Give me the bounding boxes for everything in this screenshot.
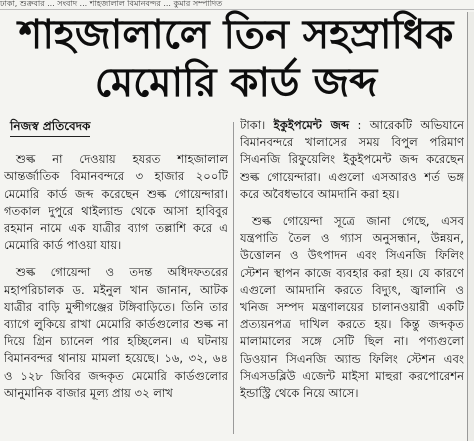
paragraph-text: : আরেকটি অভিযানে বিমানবন্দরে খালাসের সময় বিপুল পরিমাণ সিএনজি রিফুয়েলিং ইকুইপমেন্ট জব্দ করেছেন শুল্ক গোয়েন্দারা। এগুলো এসআরও শর্ত ভঙ্গ করে অবৈধভাবে আমদানি করা হয়। <box>240 118 464 201</box>
paragraph <box>240 117 464 203</box>
adjacent-column-edge <box>467 12 474 441</box>
continued-text: টাকা। <box>240 118 266 132</box>
left-column <box>4 118 228 436</box>
paragraph: শুল্ক গোয়েন্দা ও তদন্ত অধিদফতরের মহাপরিচালক ড. মইনুল খান জানান, আটক যাত্রীর বাড়ি মুন্সীগঞ্জের টঙ্গিবাড়িতে। তিনি তার ব্যাগে লুকিয়ে রাখা মেমোরি কার্ডগুলোর শুল্ক না দিয়ে গ্রিন চ্যানেল পার হচ্ছিলেন। এ ঘটনায় বিমানবন্দর থানায় মামলা হয়েছে। ১৬, ৩২, ৬৪ ও ১২৮ জিবির জব্দকৃত মেমোরি কার্ডগুলোর আনুমানিক বাজার মূল্য প্রায় ৩২ লাখ <box>4 265 228 400</box>
subheading: ইকুইপমেন্ট জব্দ <box>273 118 350 132</box>
headline <box>8 12 464 106</box>
byline: নিজস্ব প্রতিবেদক <box>10 118 90 137</box>
previous-article-strip: ঢাকা, শুক্রবার ... সংবাদ ... শাহজালাল বিমানবন্দর ... কুমার সম্পাদিত <box>0 0 474 10</box>
headline-line-1: শাহজালালে তিন সহস্রাধিক <box>18 12 454 58</box>
column-divider <box>233 122 234 434</box>
headline-line-2: মেমোরি কার্ড জব্দ <box>94 60 378 106</box>
paragraph: শুল্ক না দেওয়ায় হযরত শাহজালাল আন্তর্জাতিক বিমানবন্দরে ৩ হাজার ২০০টি মেমোরি কার্ড জব্দ করেছেন শুল্ক গোয়েন্দারা। গতকাল দুপুরে থাইল্যান্ড থেকে আসা হাবিবুর রহমান নামে এক যাত্রীর ব্যাগ তল্লাশি করে এ মেমোরি কার্ড পাওয়া যায়। <box>4 152 228 253</box>
right-column <box>240 117 464 435</box>
paragraph: শুল্ক গোয়েন্দা সূত্রে জানা গেছে, এসব যন্ত্রপাতি তৈল ও গ্যাস অনুসন্ধান, উন্নয়ন, উত্তোলন ও উৎপাদন এবং সিএনজি ফিলিং স্টেশন স্থাপন কাজে ব্যবহার করা হয়। যে কারণে এগুলো আমদানি করতে বিদ্যুৎ, জ্বালানি ও খনিজ সম্পদ মন্ত্রণালয়ের চালানওয়ারী একটি প্রত্যয়নপত্র দাখিল করতে হয়। কিন্তু জব্দকৃত মালামালের সঙ্গে সেটি ছিল না। পণ্যগুলো ডিওয়ান সিএনজি অ্যান্ড ফিলিং স্টেশন এবং সিএসডব্লিউ এজেন্ট মাইসা মাহুরা করপোরেশন ইন্ডাস্ট্রি থেকে নিয়ে আসে। <box>240 214 464 401</box>
